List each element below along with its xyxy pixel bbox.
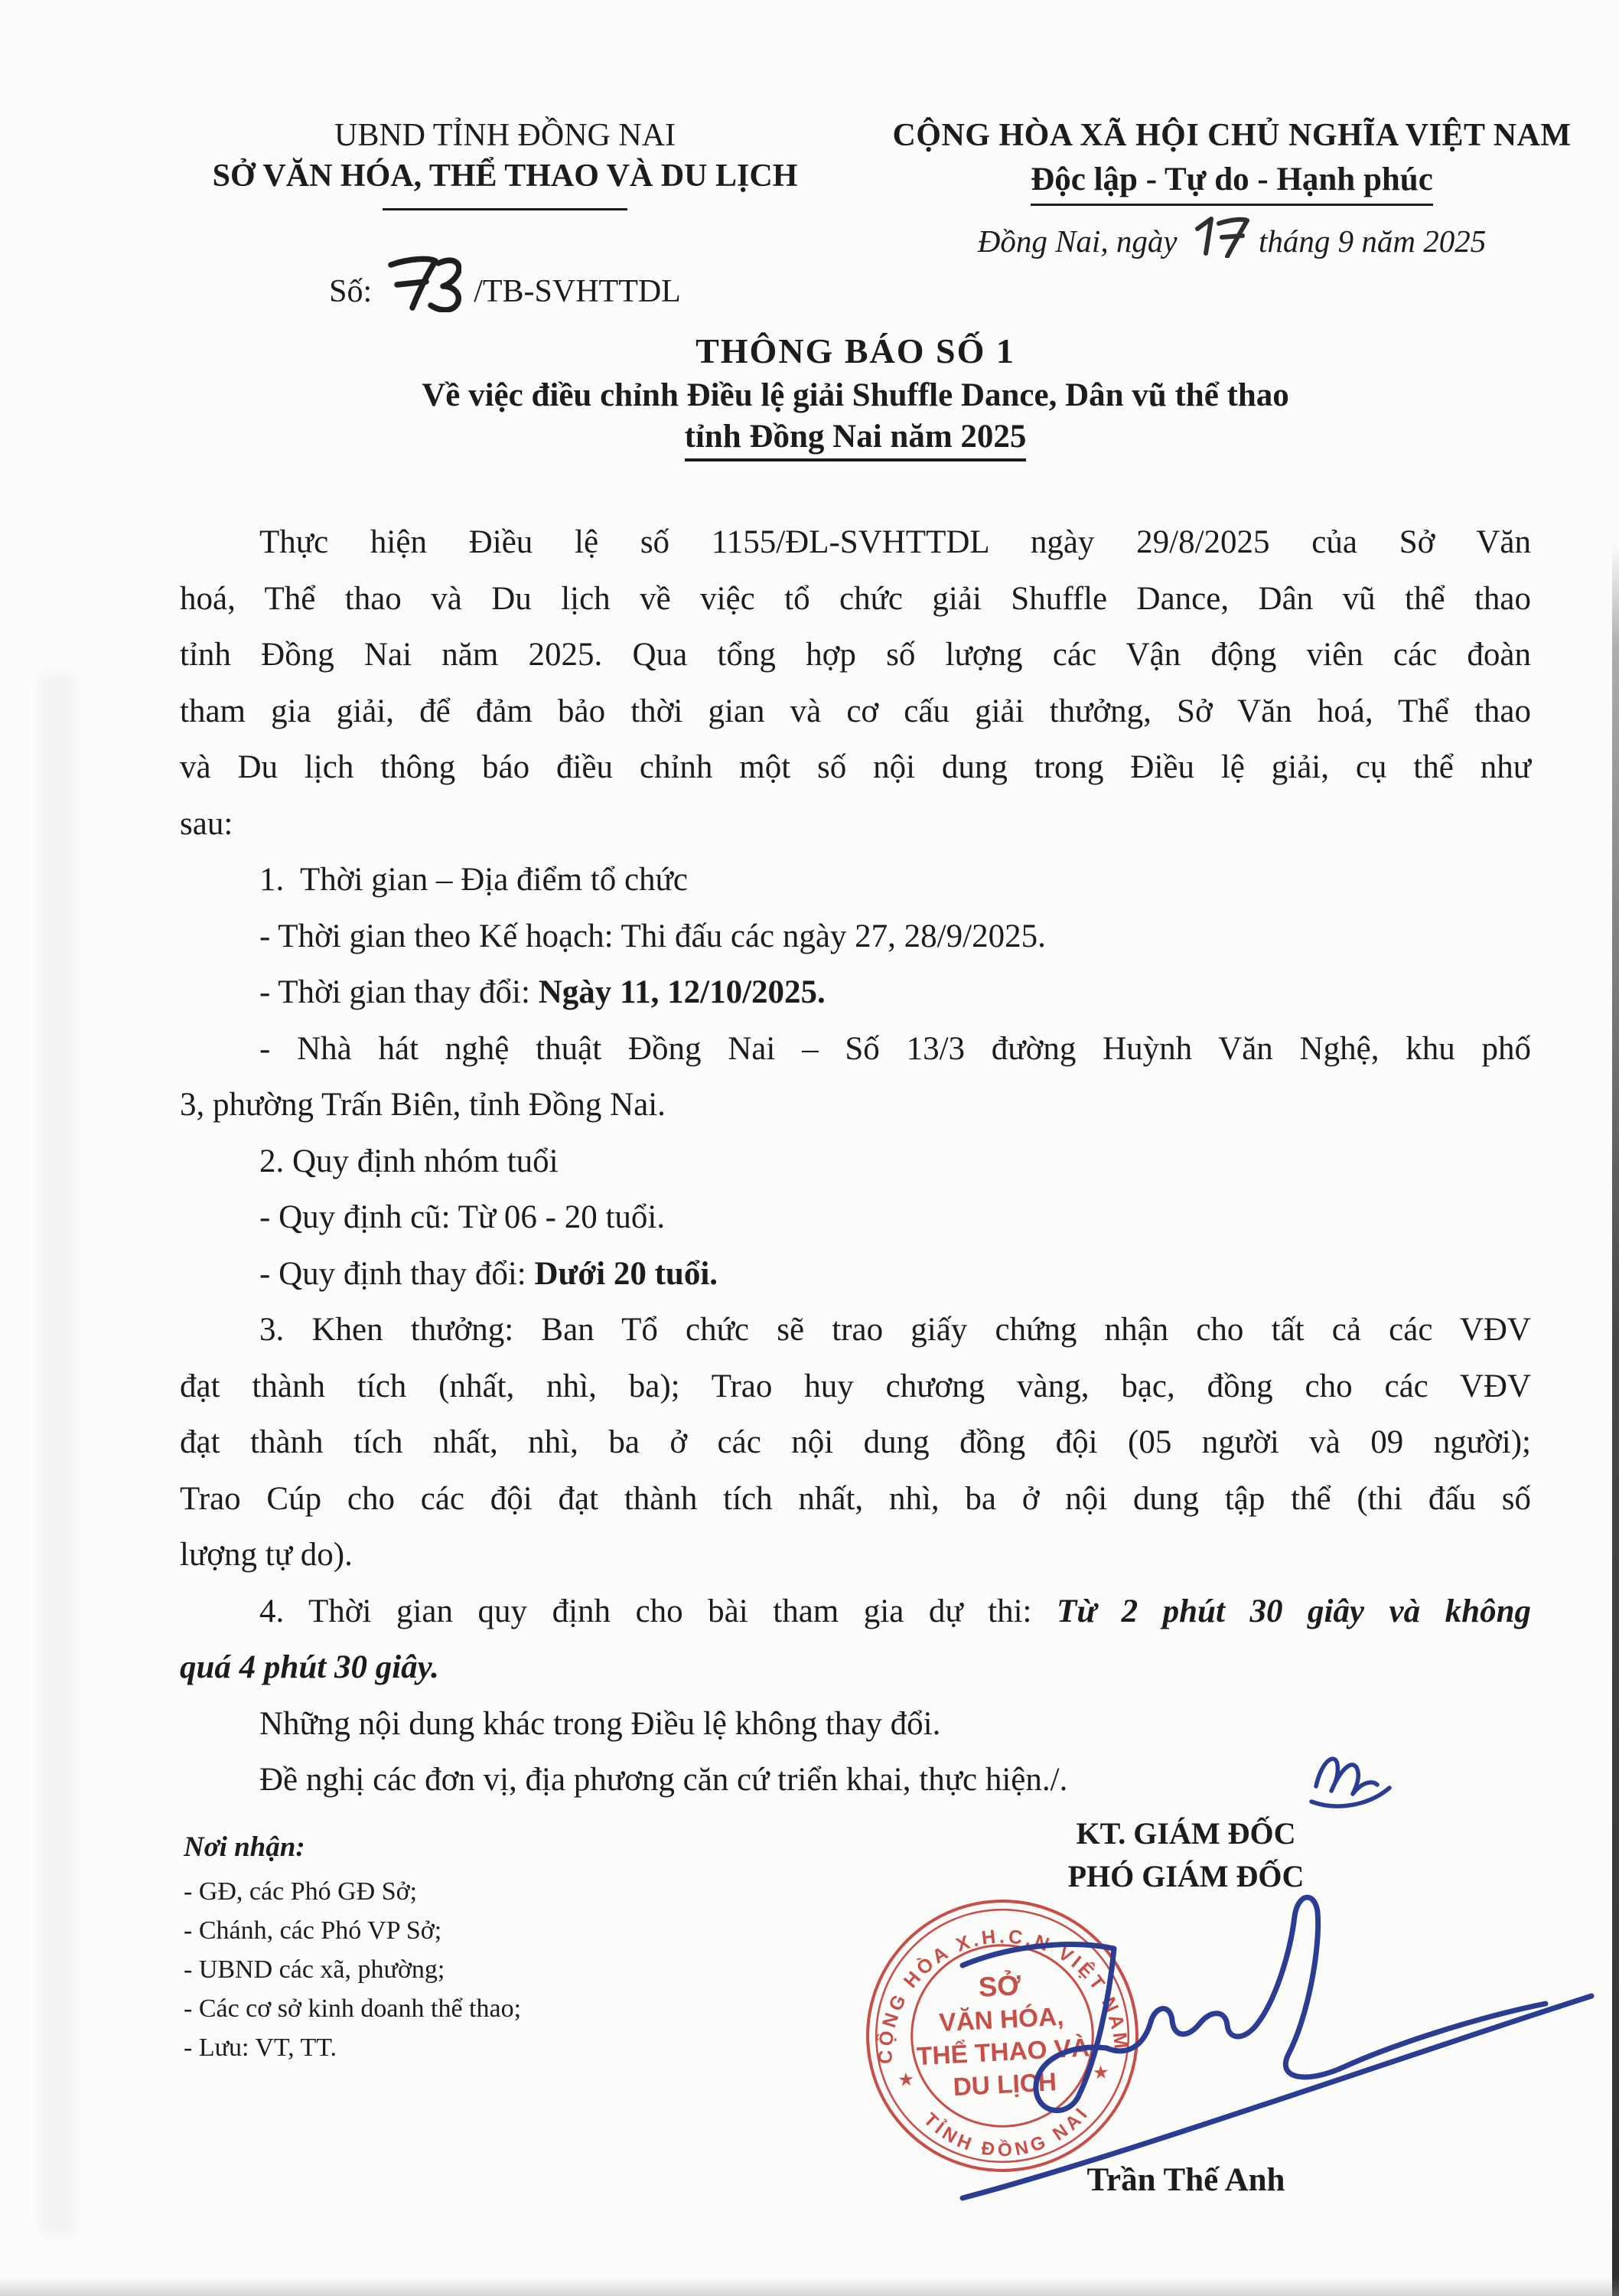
stamp-top-curved-text: CỘNG HÒA X.H.C.N VIỆT NAM [875,1926,1132,2064]
body-line: quá 4 phút 30 giây. [180,1649,439,1685]
scan-edge-bottom [0,2278,1619,2296]
stamp-star-left-icon: ★ [897,2069,915,2091]
country-name: CỘNG HÒA XÃ HỘI CHỦ NGHĨA VIỆT NAM [892,118,1572,153]
body-line: 3, phường Trấn Biên, tỉnh Đồng Nai. [180,1087,666,1123]
body-line: 1. Thời gian – Địa điểm tổ chức [259,862,688,898]
handwritten-number-73 [385,253,461,312]
stamp-star-right-icon: ★ [1092,2062,1110,2084]
body-line: tham gia giải, để đảm bảo thời gian và cơ cấu giải thưởng, Sở Văn hoá, Thể thao [180,693,1531,729]
recipient-item: - Lưu: VT, TT. [184,2033,337,2062]
recipient-item: - Chánh, các Phó VP Sở; [184,1916,442,1945]
initial-paraph-scribble [1302,1740,1394,1811]
parent-agency-name: UBND TỈNH ĐỒNG NAI [334,118,676,153]
body-line: đạt thành tích (nhất, nhì, ba); Trao huy chương vàng, bạc, đồng cho các VĐV [180,1368,1531,1404]
recipient-item: - UBND các xã, phường; [184,1955,445,1984]
stamp-center-line-3: THỂ THAO VÀ [916,2033,1091,2072]
document-body [180,514,1531,1808]
recipients-heading: Nơi nhận: [184,1831,305,1863]
body-line: 4. Thời gian quy định cho bài tham gia dự thi: Từ 2 phút 30 giây và không [259,1593,1531,1629]
document-number-line [176,253,834,312]
doc-number-suffix: /TB-SVHTTDL [474,274,681,309]
body-line: và Du lịch thông báo điều chỉnh một số nội dung trong Điều lệ giải, cụ thể như [180,749,1531,785]
agency-name: SỞ VĂN HÓA, THỂ THAO VÀ DU LỊCH [212,158,798,194]
title-line-3: tỉnh Đồng Nai năm 2025 [685,418,1027,461]
agency-underline-rule [383,208,627,210]
recipient-item: - Các cơ sở kinh doanh thể thao; [184,1994,522,2023]
body-line: hoá, Thể thao và Du lịch về việc tổ chức giải Shuffle Dance, Dân vũ thể thao [180,580,1531,617]
body-line: 3. Khen thưởng: Ban Tổ chức sẽ trao giấy chứng nhận cho tất cả các VĐV [259,1312,1531,1348]
date-suffix: tháng 9 năm 2025 [1259,223,1487,259]
recipient-item: - GĐ, các Phó GĐ Sở; [184,1877,418,1906]
body-line: Trao Cúp cho các đội đạt thành tích nhất, nhì, ba ở nội dung tập thể (thi đấu số [180,1480,1531,1517]
issuing-agency-block [176,115,834,210]
title-line-2: Về việc điều chỉnh Điều lệ giải Shuffle Dance, Dân vũ thể thao [422,377,1289,413]
doc-number-prefix: Số: [329,274,373,309]
title-line-1: THÔNG BÁO SỐ 1 [695,331,1015,370]
place-date-line [888,214,1576,259]
recipients-block [184,1831,719,2067]
signature-position: PHÓ GIÁM ĐỐC [1067,1859,1305,1893]
date-prefix: Đồng Nai, ngày [977,223,1178,259]
body-line: 2. Quy định nhóm tuổi [259,1143,559,1179]
signature-on-behalf: KT. GIÁM ĐỐC [1076,1816,1296,1851]
body-line: đạt thành tích nhất, nhì, ba ở các nội dung đồng đội (05 người và 09 người); [180,1424,1531,1460]
body-line: - Quy định thay đổi: Dưới 20 tuổi. [259,1255,718,1292]
document-title-block [180,329,1531,461]
body-line: Những nội dung khác trong Điều lệ không thay đổi. [259,1705,941,1742]
body-line: tỉnh Đồng Nai năm 2025. Qua tổng hợp số lượng các Vận động viên các đoàn [180,637,1531,673]
body-line: sau: [180,805,233,842]
scan-edge-right [1612,543,1619,2296]
recipients-list [184,1872,719,2067]
scan-streak-left [40,673,75,2235]
stamp-center-line-2: VĂN HÓA, [938,2002,1065,2038]
body-line: Đề nghị các đơn vị, địa phương căn cứ triển khai, thực hiện./. [259,1762,1068,1798]
body-line: lượng tự do). [180,1537,353,1573]
body-line: - Quy định cũ: Từ 06 - 20 tuổi. [259,1199,666,1235]
body-line: Thực hiện Điều lệ số 1155/ĐL-SVHTTDL ngày 29/8/2025 của Sở Văn [259,524,1531,560]
handwritten-day-17 [1188,214,1253,258]
body-line: - Nhà hát nghệ thuật Đồng Nai – Số 13/3 đường Huỳnh Văn Nghệ, khu phố [259,1030,1531,1067]
national-motto-block [888,115,1576,259]
stamp-center-line-1: SỞ [977,1969,1022,2003]
stamp-bottom-curved-text: TỈNH ĐỒNG NAI [919,2102,1094,2161]
body-line: - Thời gian thay đổi: Ngày 11, 12/10/2025. [259,974,826,1010]
national-motto: Độc lập - Tự do - Hạnh phúc [1031,161,1433,206]
body-line: - Thời gian theo Kế hoạch: Thi đấu các ngày 27, 28/9/2025. [259,918,1046,954]
stamp-center-line-4: DU LỊCH [952,2068,1057,2102]
signer-name: Trần Thế Anh [1086,2162,1285,2198]
